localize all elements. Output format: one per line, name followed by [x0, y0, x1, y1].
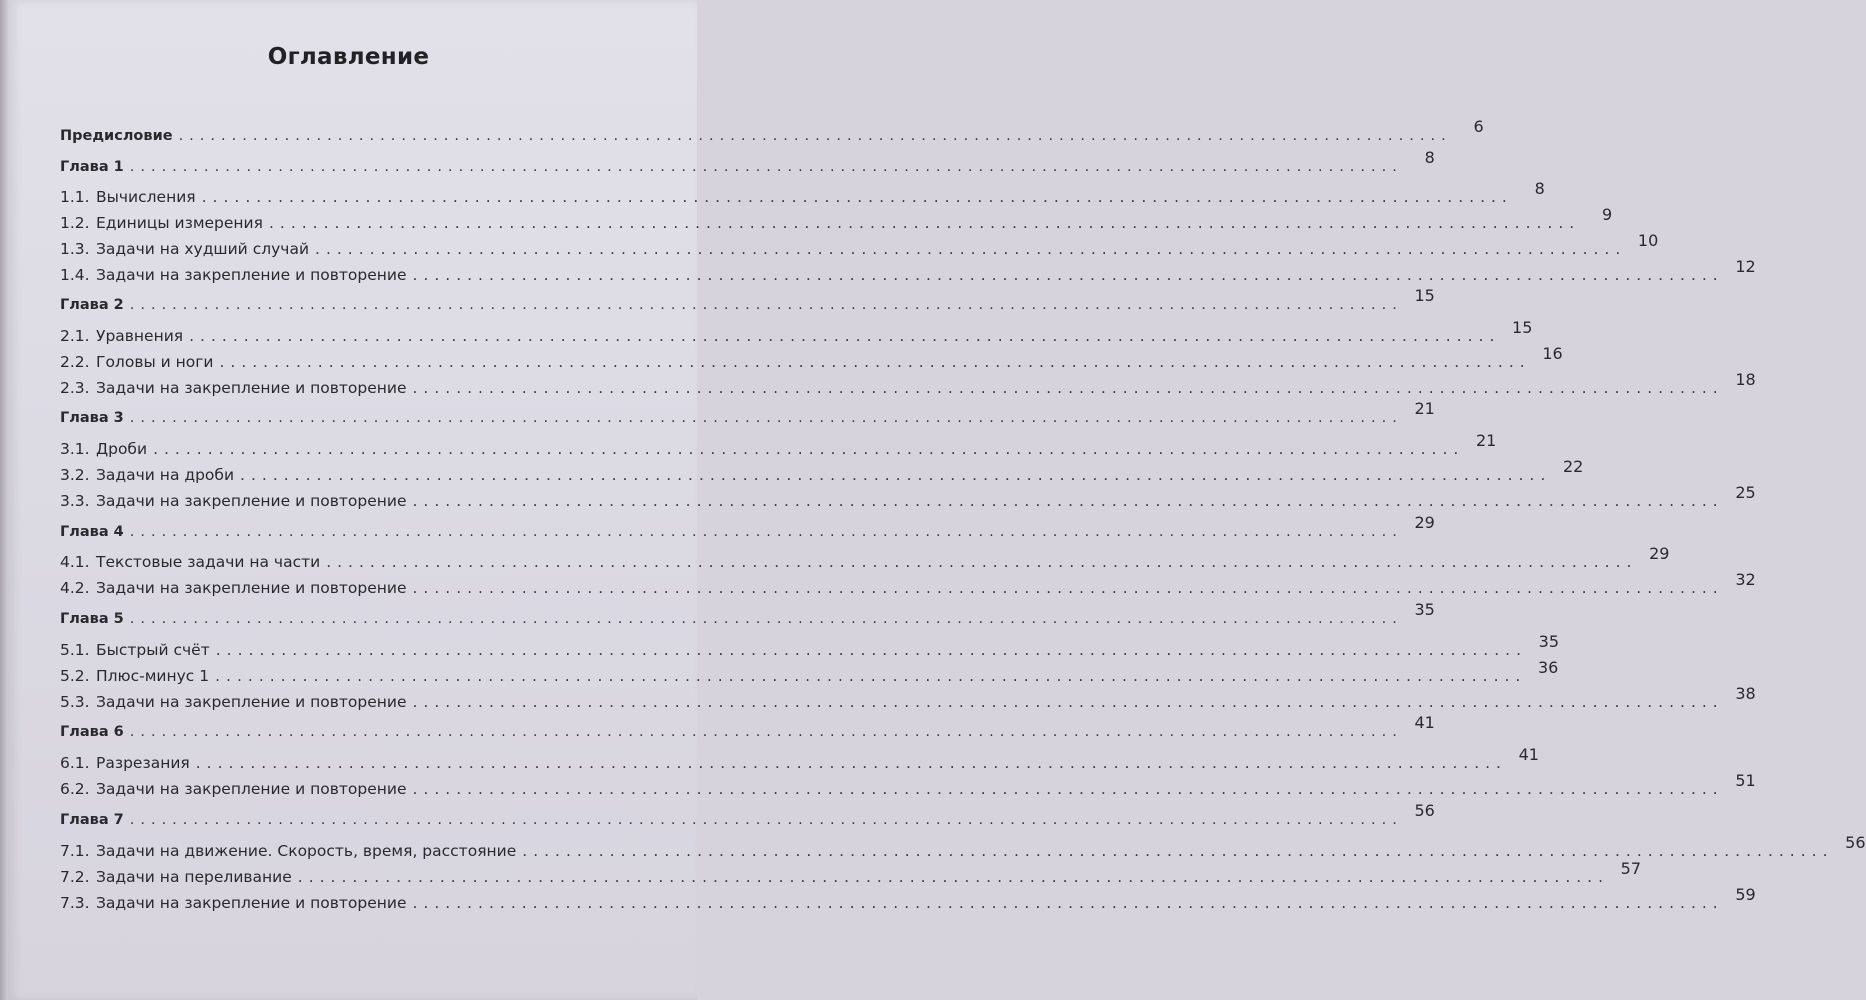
toc-entry-number: 6.2.: [60, 780, 90, 798]
toc-dot-leader: ........................................................................................................................: [412, 579, 1724, 597]
toc-entry-label: Задачи на худший случай: [96, 240, 310, 258]
toc-dot-leader: ........................................................................................................................: [219, 353, 1531, 371]
toc-chapter-entry: [60, 399, 1435, 426]
toc-dot-leader: ........................................................................................................................: [129, 297, 1403, 313]
toc-page-number: 16: [1542, 344, 1563, 363]
toc-dot-leader: ........................................................................................................................: [129, 159, 1403, 175]
toc-entry-label: Глава 3: [60, 410, 124, 426]
toc-entry-label: Задачи на закрепление и повторение: [96, 492, 407, 510]
toc-chapter-entry: [60, 286, 1435, 313]
toc-entry-label: Разрезания: [96, 754, 190, 772]
toc-entry-label: Вычисления: [96, 188, 196, 206]
toc-page-number: 29: [1414, 513, 1435, 532]
toc-entry-label: Головы и ноги: [96, 353, 214, 371]
toc-entry-label: Глава 7: [60, 812, 124, 828]
toc-entry-number: 2.2.: [60, 353, 90, 371]
toc-dot-leader: ........................................................................................................................: [129, 724, 1403, 740]
toc-entry-number: 6.1.: [60, 754, 90, 772]
toc-page-number: 41: [1414, 713, 1435, 732]
toc-chapter-entry: [60, 713, 1435, 740]
toc-dot-leader: ........................................................................................................................: [129, 410, 1403, 426]
toc-section-entry: [60, 885, 1756, 912]
toc-section-entry: [60, 632, 1559, 659]
toc-entry-number: 1.2.: [60, 214, 90, 232]
toc-dot-leader: ........................................................................................................................: [215, 667, 1527, 685]
toc-page-number: 36: [1538, 658, 1559, 677]
toc-section-entry: [60, 370, 1756, 397]
toc-page-number: 18: [1735, 370, 1756, 389]
toc-chapter-entry: [60, 513, 1435, 540]
toc-dot-leader: ........................................................................................................................: [268, 214, 1581, 232]
toc-entry-label: Текстовые задачи на части: [96, 553, 321, 571]
toc-page-number: 25: [1735, 483, 1756, 502]
toc-section-entry: [60, 431, 1497, 458]
toc-entry-label: Единицы измерения: [96, 214, 263, 232]
toc-section-entry: [60, 457, 1584, 484]
toc-entry-number: 2.1.: [60, 327, 90, 345]
toc-section-entry: [60, 483, 1756, 510]
toc-section-entry: [60, 544, 1670, 571]
toc-entry-label: Задачи на переливание: [96, 868, 292, 886]
toc-entry-number: 7.1.: [60, 842, 90, 860]
toc-page-number: 6: [1473, 117, 1484, 136]
toc-section-entry: [60, 318, 1533, 345]
toc-dot-leader: ........................................................................................................................: [129, 524, 1403, 540]
toc-dot-leader: ........................................................................................................................: [522, 842, 1834, 860]
toc-page-number: 8: [1424, 148, 1435, 167]
toc-entry-label: Задачи на закрепление и повторение: [96, 894, 407, 912]
toc-page-number: 29: [1649, 544, 1670, 563]
toc-page-number: 38: [1735, 684, 1756, 703]
toc-page-number: 59: [1735, 885, 1756, 904]
toc-section-entry: [60, 859, 1642, 886]
toc-dot-leader: ........................................................................................................................: [153, 440, 1465, 458]
toc-entry-number: 7.2.: [60, 868, 90, 886]
toc-title: Оглавление: [267, 44, 430, 70]
toc-dot-leader: ........................................................................................................................: [412, 894, 1724, 912]
toc-dot-leader: ........................................................................................................................: [412, 780, 1724, 798]
toc-entry-number: 3.2.: [60, 466, 90, 484]
toc-entry-label: Предисловие: [60, 128, 173, 144]
toc-dot-leader: ........................................................................................................................: [315, 240, 1627, 258]
toc-entry-label: Глава 1: [60, 159, 124, 175]
toc-entry-label: Глава 6: [60, 724, 124, 740]
toc-dot-leader: ........................................................................................................................: [129, 611, 1403, 627]
toc-dot-leader: ........................................................................................................................: [412, 693, 1724, 711]
toc-page-number: 15: [1512, 318, 1533, 337]
toc-section-entry: [60, 684, 1756, 711]
toc-entry-number: 1.4.: [60, 266, 90, 284]
toc-section-entry: [60, 257, 1756, 284]
toc-section-entry: [60, 570, 1756, 597]
toc-page-number: 8: [1534, 179, 1545, 198]
toc-page-number: 35: [1414, 600, 1435, 619]
toc-chapter-entry: [60, 117, 1484, 144]
toc-entry-number: 2.3.: [60, 379, 90, 397]
toc-dot-leader: ........................................................................................................................: [129, 812, 1403, 828]
toc-page-number: 15: [1414, 286, 1435, 305]
toc-page-number: 32: [1735, 570, 1756, 589]
page-edge: [0, 0, 8, 1000]
toc-entry-number: 5.1.: [60, 641, 90, 659]
toc-dot-leader: ........................................................................................................................: [297, 868, 1610, 886]
toc-entry-number: 4.2.: [60, 579, 90, 597]
toc-page-number: 10: [1637, 231, 1659, 250]
toc-entry-label: Быстрый счёт: [96, 641, 210, 659]
toc-section-entry: [60, 205, 1613, 232]
toc-entry-label: Задачи на движение. Скорость, время, расстояние: [96, 842, 517, 860]
toc-chapter-entry: [60, 600, 1435, 627]
toc-page-number: 35: [1538, 632, 1559, 651]
toc-dot-leader: ........................................................................................................................: [189, 327, 1501, 345]
toc-section-entry: [60, 771, 1756, 798]
toc-entry-label: Глава 5: [60, 611, 124, 627]
toc-entry-number: 1.1.: [60, 188, 90, 206]
toc-dot-leader: ........................................................................................................................: [326, 553, 1638, 571]
toc-chapter-entry: [60, 148, 1435, 175]
toc-dot-leader: ........................................................................................................................: [195, 754, 1507, 772]
toc-entry-label: Задачи на закрепление и повторение: [96, 780, 407, 798]
toc-dot-leader: ........................................................................................................................: [412, 266, 1724, 284]
toc-page-number: 41: [1518, 745, 1539, 764]
toc-page-number: 57: [1620, 859, 1642, 878]
toc-entry-label: Глава 2: [60, 297, 124, 313]
toc-entry-number: 7.3.: [60, 894, 90, 912]
toc-entry-label: Задачи на закрепление и повторение: [96, 266, 407, 284]
toc-entry-label: Задачи на закрепление и повторение: [96, 379, 407, 397]
toc-dot-leader: ........................................................................................................................: [412, 492, 1724, 510]
toc-page-number: 9: [1602, 205, 1613, 224]
toc-entry-number: 3.3.: [60, 492, 90, 510]
toc-entry-label: Задачи на дроби: [96, 466, 235, 484]
toc-section-entry: [60, 179, 1545, 206]
toc-dot-leader: ........................................................................................................................: [240, 466, 1552, 484]
toc-section-entry: [60, 231, 1659, 258]
toc-dot-leader: ........................................................................................................................: [201, 188, 1513, 206]
toc-section-entry: [60, 658, 1559, 685]
toc-entry-label: Дроби: [96, 440, 148, 458]
toc-entry-label: Уравнения: [96, 327, 184, 345]
toc-entry-label: Плюс-минус 1: [96, 667, 210, 685]
toc-entry-number: 5.3.: [60, 693, 90, 711]
toc-entry-label: Задачи на закрепление и повторение: [96, 579, 407, 597]
toc-entry-number: 5.2.: [60, 667, 90, 685]
toc-page-number: 56: [1414, 801, 1435, 820]
toc-entry-number: 4.1.: [60, 553, 90, 571]
toc-dot-leader: ........................................................................................................................: [178, 128, 1452, 144]
toc-entry-label: Задачи на закрепление и повторение: [96, 693, 407, 711]
toc-entry-number: 1.3.: [60, 240, 90, 258]
toc-entry-label: Глава 4: [60, 524, 124, 540]
toc-entry-number: 3.1.: [60, 440, 90, 458]
toc-page-number: 51: [1735, 771, 1756, 790]
toc-page-number: 12: [1735, 257, 1756, 276]
toc-section-entry: [60, 745, 1539, 772]
toc-section-entry: [60, 833, 1866, 860]
toc-page-number: 21: [1475, 431, 1497, 450]
toc-dot-leader: ........................................................................................................................: [412, 379, 1724, 397]
toc-chapter-entry: [60, 801, 1435, 828]
toc-page-number: 22: [1562, 457, 1584, 476]
toc-section-entry: [60, 344, 1563, 371]
toc-page-number: 56: [1845, 833, 1866, 852]
toc-dot-leader: ........................................................................................................................: [215, 641, 1527, 659]
toc-page-number: 21: [1414, 399, 1435, 418]
